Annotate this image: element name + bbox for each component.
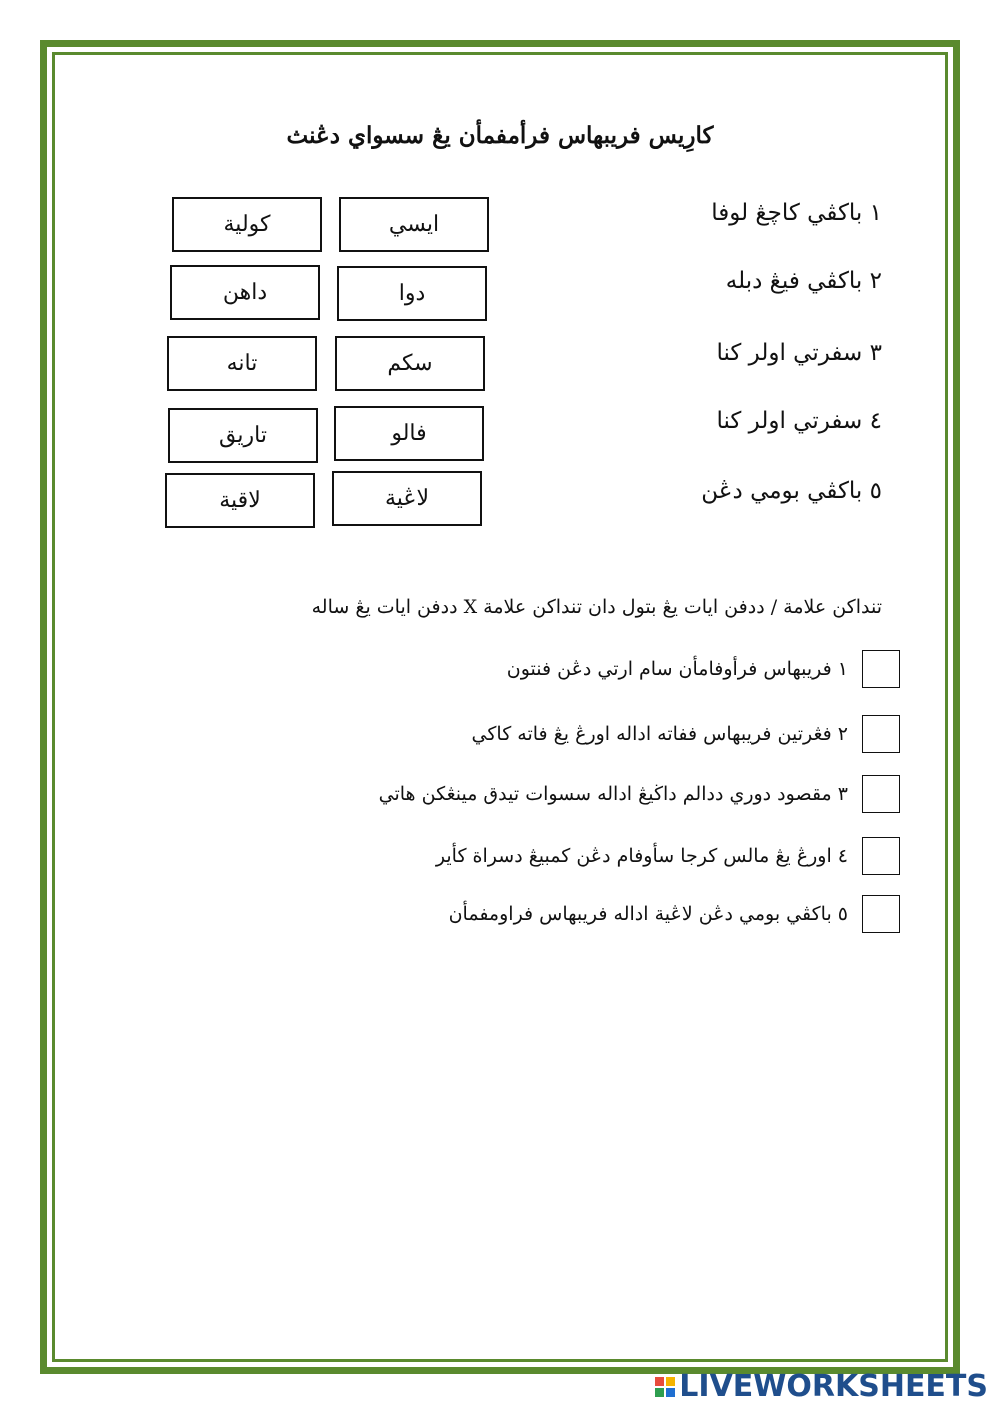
question-3 bbox=[716, 340, 882, 366]
worksheet-title: كارِيس فريبهاس فرأمفمأن يڠ سسواي دڠنث bbox=[286, 122, 714, 149]
statement-body: فڠرتين فريبهاس ففاته اداله اورڠ يڠ فاته كاكي bbox=[471, 723, 832, 745]
question-number: ٤ bbox=[869, 408, 882, 434]
statement-row bbox=[436, 837, 900, 875]
word-option-box[interactable]: لاقية bbox=[165, 473, 315, 528]
logo-grid-icon bbox=[655, 1377, 675, 1397]
answer-checkbox[interactable] bbox=[862, 775, 900, 813]
logo-text: LIVEWORKSHEETS bbox=[679, 1369, 988, 1404]
question-2 bbox=[726, 268, 882, 294]
question-number: ٢ bbox=[869, 268, 882, 294]
answer-checkbox[interactable] bbox=[862, 895, 900, 933]
word-option-box[interactable]: فالو bbox=[334, 406, 484, 461]
statement-number: ١ bbox=[837, 658, 848, 680]
word-option-box[interactable]: لاڠية bbox=[332, 471, 482, 526]
question-number: ٥ bbox=[869, 478, 882, 504]
question-number: ١ bbox=[869, 200, 882, 226]
question-4 bbox=[716, 408, 882, 434]
question-text: سفرتي اولر كنا bbox=[716, 340, 863, 366]
statement-text bbox=[436, 845, 848, 867]
statement-text bbox=[379, 783, 848, 805]
statement-text bbox=[507, 658, 848, 680]
word-option-box[interactable]: تاريق bbox=[168, 408, 318, 463]
answer-checkbox[interactable] bbox=[862, 650, 900, 688]
statement-number: ٥ bbox=[837, 903, 848, 925]
statement-row bbox=[472, 715, 900, 753]
statement-number: ٣ bbox=[837, 783, 848, 805]
word-option-box[interactable]: سكم bbox=[335, 336, 485, 391]
word-option-box[interactable]: تانه bbox=[167, 336, 317, 391]
statement-body: اورڠ يڠ مالس كرجا سأوفام دڠن كمبيڠ دسراة كأير bbox=[435, 845, 832, 867]
statement-number: ٢ bbox=[837, 723, 848, 745]
question-text: سفرتي اولر كنا bbox=[716, 408, 863, 434]
liveworksheets-logo bbox=[655, 1369, 988, 1404]
word-option-box[interactable]: داهن bbox=[170, 265, 320, 320]
question-number: ٣ bbox=[869, 340, 882, 366]
statement-body: فريبهاس فرأوفامأن سام ارتي دڠن فنتون bbox=[506, 658, 832, 680]
question-text: باكڤي كاچڠ لوفا bbox=[711, 200, 863, 226]
answer-checkbox[interactable] bbox=[862, 715, 900, 753]
statement-text bbox=[449, 903, 848, 925]
statement-body: باكڤي بومي دڠن لاڠية اداله فريبهاس فراومفمأن bbox=[448, 903, 832, 925]
word-option-box[interactable]: كولية bbox=[172, 197, 322, 252]
instruction-text: تنداكن علامة / ددفن ايات يڠ بتول دان تنداكن علامة X ددفن ايات يڠ ساله bbox=[311, 596, 882, 618]
question-text: باكڤي بومي دڠن bbox=[701, 478, 863, 504]
statement-text bbox=[472, 723, 848, 745]
statement-body: مقصود دوري ددالم داڬيڠ اداله سسوات تيدق مينڠكن هاتي bbox=[378, 783, 832, 805]
word-option-box[interactable]: ايسي bbox=[339, 197, 489, 252]
question-5 bbox=[701, 478, 882, 504]
statement-row bbox=[379, 775, 900, 813]
word-option-box[interactable]: دوا bbox=[337, 266, 487, 321]
statement-number: ٤ bbox=[837, 845, 848, 867]
question-1 bbox=[711, 200, 882, 226]
statement-row bbox=[449, 895, 900, 933]
answer-checkbox[interactable] bbox=[862, 837, 900, 875]
statement-row bbox=[507, 650, 900, 688]
question-text: باكڤي فيڠ دبله bbox=[725, 268, 863, 294]
